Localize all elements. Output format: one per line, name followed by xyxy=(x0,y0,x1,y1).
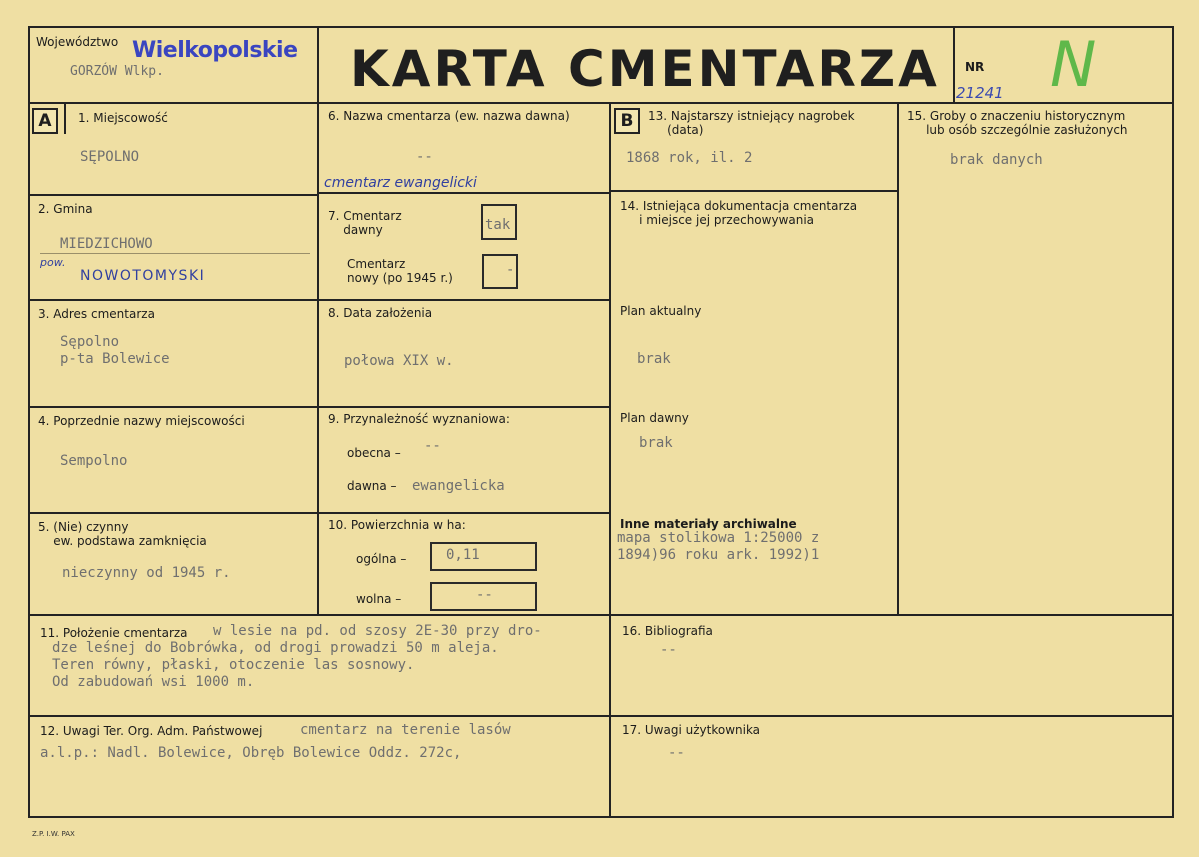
field-16-value: -- xyxy=(660,642,677,658)
field-10-label: 10. Powierzchnia w ha: xyxy=(328,518,466,532)
frame-bottom xyxy=(28,816,1174,818)
field-6-value: -- xyxy=(416,149,433,165)
wojewodztwo-label: Województwo xyxy=(36,35,119,49)
wojewodztwo-typed: GORZÓW Wlkp. xyxy=(70,64,164,79)
field-8-value: połowa XIX w. xyxy=(344,353,454,369)
inne-materialy-label: Inne materiały archiwalne xyxy=(620,517,797,531)
field-8-label: 8. Data założenia xyxy=(328,306,433,320)
field-2-label: 2. Gmina xyxy=(38,202,93,216)
field-10-wolna-label: wolna – xyxy=(356,592,402,606)
field-7-new-value: - xyxy=(506,262,515,278)
field-10-wolna-value: -- xyxy=(476,587,493,603)
col-v1 xyxy=(317,102,319,616)
frame-right xyxy=(1172,26,1174,818)
card-title: KARTA CMENTARZA xyxy=(350,40,940,98)
frame-left xyxy=(28,26,30,818)
field-1-label: 1. Miejscowość xyxy=(78,111,168,125)
field-9-dawna-label: dawna – xyxy=(347,479,397,493)
field-13-label: 13. Najstarszy istniejący nagrobek (data) xyxy=(648,109,855,137)
divider-11 xyxy=(28,614,1174,616)
row-a2 xyxy=(28,299,318,301)
field-7-label: 7. Cmentarz dawny xyxy=(328,209,402,237)
header-v1 xyxy=(317,26,319,104)
field-15-label: 15. Groby o znaczeniu historycznym lub osób szczególnie zasłużonych xyxy=(907,109,1128,137)
row-m3 xyxy=(317,406,610,408)
field-3-value: Sępolno p-ta Bolewice xyxy=(60,334,170,367)
powiat-handwritten: NOWOTOMYSKI xyxy=(80,268,206,284)
field-4-value: Sempolno xyxy=(60,453,128,469)
field-11-value-line1: w lesie na pd. od szosy 2E-30 przy dro- xyxy=(213,623,542,639)
inne-materialy-value: mapa stolikowa 1:25000 z 1894)96 roku ark. 1992)1 xyxy=(617,530,820,563)
row-m1 xyxy=(317,192,610,194)
printer-mark: Z.P. I.W. PAX xyxy=(32,830,75,838)
field-12-value-line1: cmentarz na terenie lasów xyxy=(300,722,511,738)
row-m4 xyxy=(317,512,610,514)
pow-handwritten: pow. xyxy=(40,256,66,269)
plan-aktualny-value: brak xyxy=(637,351,671,367)
section-b-badge: B xyxy=(614,108,640,134)
field-1-value: SĘPOLNO xyxy=(80,149,140,165)
gmina-underline xyxy=(40,253,310,254)
field-10-ogolna-label: ogólna – xyxy=(356,552,407,566)
col-v2 xyxy=(609,102,611,818)
plan-aktualny-label: Plan aktualny xyxy=(620,304,702,318)
field-7-new-label: Cmentarz nowy (po 1945 r.) xyxy=(347,257,453,285)
row-a4 xyxy=(28,512,318,514)
header-v2 xyxy=(953,26,955,104)
field-9-label: 9. Przynależność wyznaniowa: xyxy=(328,412,510,426)
badge-a-rule xyxy=(64,104,66,134)
field-11-value-rest: dze leśnej do Bobrówka, od drogi prowadzi 50 m aleja. Teren równy, płaski, otoczenie las sosnowy. Od zabudowań wsi 1000 m. xyxy=(52,640,499,690)
nr-value: 21241 xyxy=(956,84,1004,102)
field-6-handwritten: cmentarz ewangelicki xyxy=(324,175,477,191)
field-11-label: 11. Położenie cmentarza xyxy=(40,626,188,640)
field-10-ogolna-value: 0,11 xyxy=(446,547,480,563)
field-17-value: -- xyxy=(668,745,685,761)
field-14-label: 14. Istniejąca dokumentacja cmentarza i miejsce jej przechowywania xyxy=(620,199,858,227)
col-v3 xyxy=(897,102,899,616)
section-a-badge: A xyxy=(32,108,58,134)
plan-dawny-label: Plan dawny xyxy=(620,411,689,425)
field-5-label: 5. (Nie) czynny ew. podstawa zamknięcia xyxy=(38,520,207,548)
frame-top xyxy=(28,26,1172,28)
wojewodztwo-stamp: Wielkopolskie xyxy=(132,38,298,63)
field-12-label: 12. Uwagi Ter. Org. Adm. Państwowej xyxy=(40,724,263,738)
field-5-value: nieczynny od 1945 r. xyxy=(62,565,231,581)
divider-12 xyxy=(28,715,1174,717)
row-b1 xyxy=(609,190,899,192)
field-16-label: 16. Bibliografia xyxy=(622,624,713,638)
field-7-value: tak xyxy=(485,217,511,233)
field-13-value: 1868 rok, il. 2 xyxy=(626,150,753,166)
field-17-label: 17. Uwagi użytkownika xyxy=(622,723,761,737)
field-15-value: brak danych xyxy=(950,152,1043,168)
row-m2 xyxy=(317,299,610,301)
row-a1 xyxy=(28,194,318,196)
header-divider xyxy=(28,102,1172,104)
field-9-obecna-value: -- xyxy=(424,438,441,454)
field-9-obecna-label: obecna – xyxy=(347,446,401,460)
row-a3 xyxy=(28,406,318,408)
green-mark: N xyxy=(1050,28,1097,101)
field-12-value-rest: a.l.p.: Nadl. Bolewice, Obręb Bolewice Oddz. 272c, xyxy=(40,745,462,761)
field-6-label: 6. Nazwa cmentarza (ew. nazwa dawna) xyxy=(328,109,570,123)
field-9-dawna-value: ewangelicka xyxy=(412,478,505,494)
field-2-value: MIEDZICHOWO xyxy=(60,236,153,252)
plan-dawny-value: brak xyxy=(639,435,673,451)
field-3-label: 3. Adres cmentarza xyxy=(38,307,155,321)
field-4-label: 4. Poprzednie nazwy miejscowości xyxy=(38,414,245,428)
nr-label: NR xyxy=(965,60,985,74)
